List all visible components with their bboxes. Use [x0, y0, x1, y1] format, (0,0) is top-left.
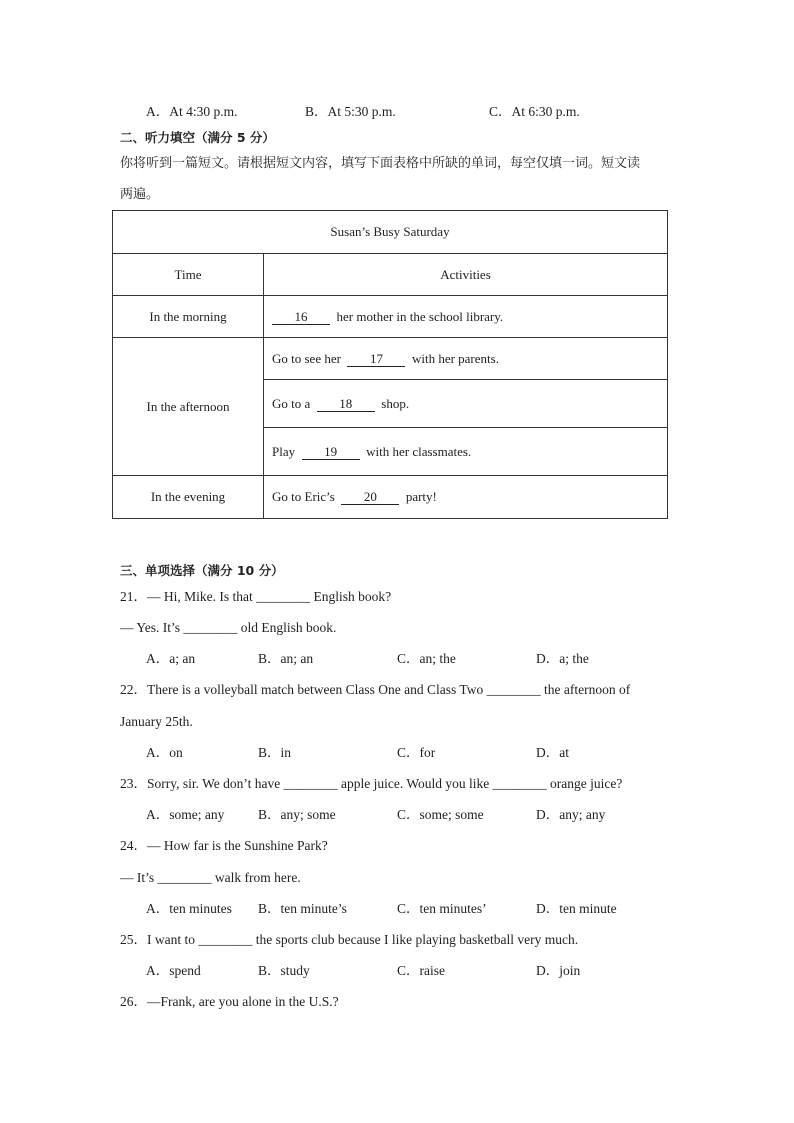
- q23-option-b: B．any; some: [258, 807, 336, 822]
- q21-option-a: A．a; an: [146, 651, 196, 666]
- option-c: C．At 6:30 p.m.: [489, 104, 580, 119]
- instruction-text-cont: 两遍。: [120, 187, 160, 202]
- q22-option-c: C．for: [397, 745, 436, 760]
- q21-option-c: C．an; the: [397, 651, 456, 666]
- question-24: 24．— How far is the Sunshine Park?: [120, 838, 328, 853]
- q23-option-a: A．some; any: [146, 807, 225, 822]
- option-b: B．At 5:30 p.m.: [305, 104, 396, 119]
- q22-option-b: B．in: [258, 745, 292, 760]
- question-24-reply: — It’s ________ walk from here.: [120, 870, 301, 885]
- q24-option-b: B．ten minute’s: [258, 901, 347, 916]
- section-heading: 二、听力填空（满分 5 分）: [120, 130, 275, 145]
- q22-option-a: A．on: [146, 745, 183, 760]
- question-26: 26．—Frank, are you alone in the U.S.?: [120, 994, 339, 1009]
- answer-blank-20[interactable]: 20: [341, 490, 399, 505]
- question-23: 23．Sorry, sir. We don’t have ________ apple juice. Would you like ________ orange juice?: [120, 776, 623, 791]
- answer-blank-18[interactable]: 18: [317, 397, 375, 412]
- q24-option-a: A．ten minutes: [146, 901, 232, 916]
- activity-afternoon-2: Go to a 18 shop.: [264, 380, 668, 428]
- q21-option-b: B．an; an: [258, 651, 314, 666]
- q25-option-c: C．raise: [397, 963, 445, 978]
- question-21-reply: — Yes. It’s ________ old English book.: [120, 620, 337, 635]
- q25-option-d: D．join: [536, 963, 581, 978]
- q23-option-d: D．any; any: [536, 807, 606, 822]
- q21-option-d: D．a; the: [536, 651, 589, 666]
- question-22-cont: January 25th.: [120, 714, 193, 729]
- q25-option-a: A．spend: [146, 963, 201, 978]
- q24-option-c: C．ten minutes’: [397, 901, 487, 916]
- question-22: 22．There is a volleyball match between Class One and Class Two ________ the afternoon of: [120, 682, 631, 697]
- activity-table: [112, 210, 668, 519]
- header-activities: Activities: [264, 254, 668, 296]
- time-morning: In the morning: [113, 296, 264, 338]
- q24-option-d: D．ten minute: [536, 901, 617, 916]
- section-heading-2: 三、单项选择（满分 10 分）: [120, 563, 284, 578]
- q25-option-b: B．study: [258, 963, 310, 978]
- answer-blank-17[interactable]: 17: [347, 352, 405, 367]
- table-title: Susan’s Busy Saturday: [113, 211, 668, 254]
- activity-afternoon-1: Go to see her 17 with her parents.: [264, 338, 668, 380]
- header-time: Time: [113, 254, 264, 296]
- question-25: 25．I want to ________ the sports club because I like playing basketball very much.: [120, 932, 579, 947]
- time-afternoon: In the afternoon: [113, 338, 264, 476]
- option-a: A．At 4:30 p.m.: [146, 104, 238, 119]
- activity-morning: 16 her mother in the school library.: [264, 296, 668, 338]
- question-21: 21．— Hi, Mike. Is that ________ English book?: [120, 589, 392, 604]
- q22-option-d: D．at: [536, 745, 569, 760]
- q23-option-c: C．some; some: [397, 807, 484, 822]
- activity-evening: Go to Eric’s 20 party!: [264, 476, 668, 519]
- instruction-text: 你将听到一篇短文。请根据短文内容，填写下面表格中所缺的单词，每空仅填一词。短文读: [120, 156, 641, 171]
- time-evening: In the evening: [113, 476, 264, 519]
- answer-blank-16[interactable]: 16: [272, 310, 330, 325]
- activity-afternoon-3: Play 19 with her classmates.: [264, 428, 668, 476]
- answer-blank-19[interactable]: 19: [302, 445, 360, 460]
